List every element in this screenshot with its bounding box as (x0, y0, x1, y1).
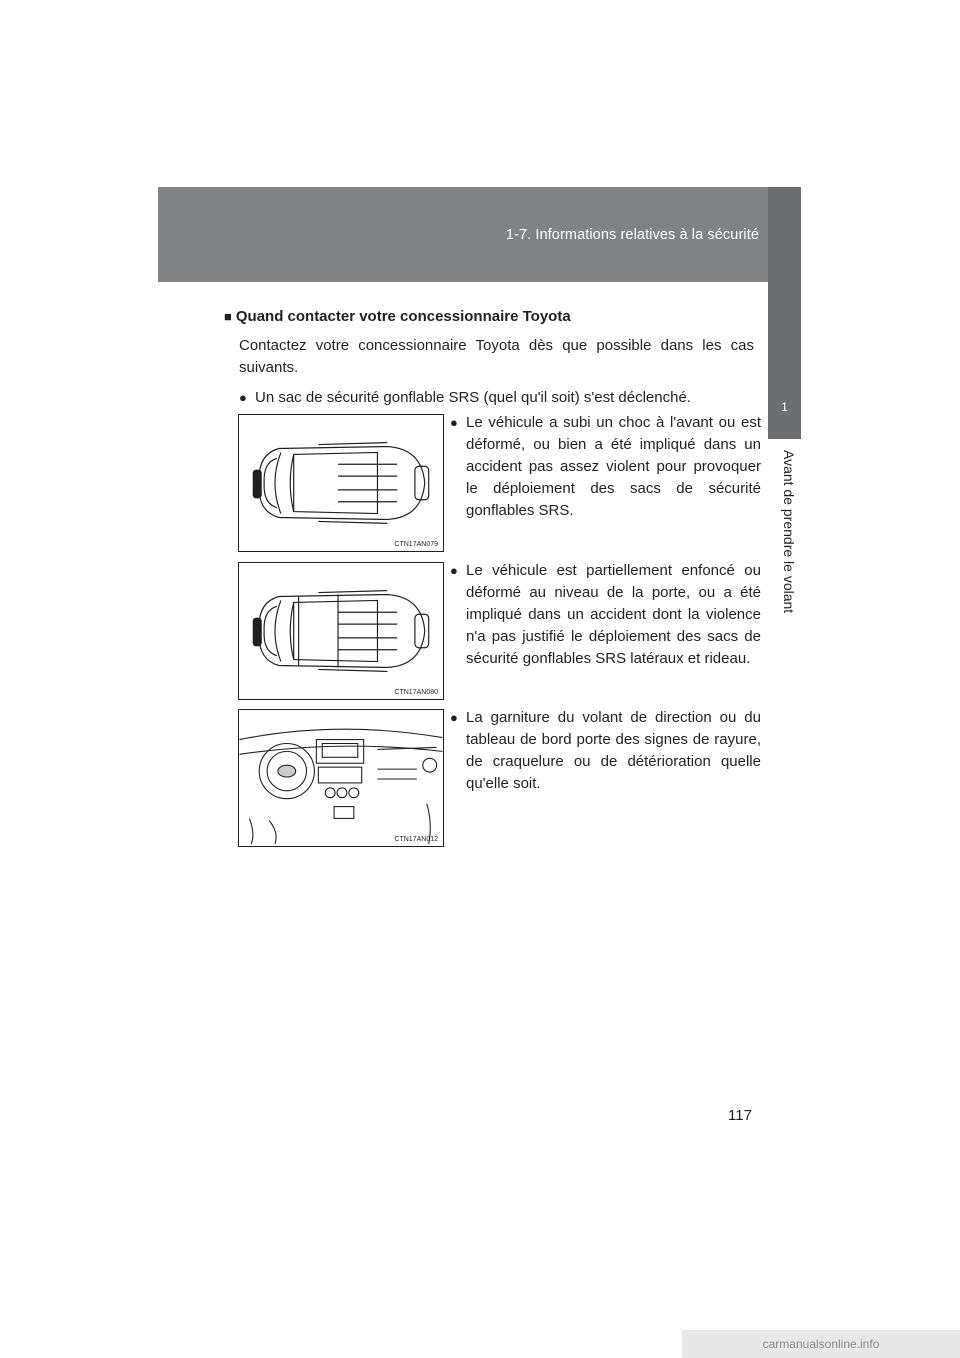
chapter-header-band (158, 187, 801, 282)
bullet-dot-icon: ● (450, 710, 458, 725)
list-item-text: La garniture du volant de direction ou du tableau de bord porte des signes de rayure, de craquelure ou de détérioration quelle qu'elle soit. (466, 709, 761, 792)
chapter-name: Avant de prendre le volant (781, 450, 797, 614)
list-item-text: Le véhicule a subi un choc à l'avant ou est déformé, ou bien a été impliqué dans un accident pas assez violent pour provoquer le déploiement des sacs de sécurité gonflables SRS. (466, 414, 761, 519)
figure-dashboard (238, 709, 444, 847)
list-item (450, 560, 761, 670)
chapter-tab (768, 187, 801, 439)
page-number: 117 (728, 1107, 752, 1124)
list-item-text: Un sac de sécurité gonflable SRS (quel qu'il soit) s'est déclenché. (255, 389, 691, 406)
bullet-dot-icon: ● (450, 415, 458, 430)
square-bullet-icon: ■ (224, 309, 232, 324)
heading-text: Quand contacter votre concessionnaire Toyota (235, 308, 571, 325)
section-title: 1-7. Informations relatives à la sécurité (505, 227, 759, 243)
section-heading (224, 306, 754, 328)
figure-car-top-view-side (238, 562, 444, 700)
list-item (450, 412, 761, 522)
car-top-view-icon (239, 415, 443, 551)
chapter-number: 1 (781, 400, 788, 414)
figure-code: CTN17AN080 (394, 689, 438, 696)
bullet-dot-icon: ● (239, 390, 247, 405)
main-content (224, 306, 754, 409)
figure-car-top-view-front (238, 414, 444, 552)
watermark: carmanualsonline.info (682, 1330, 960, 1358)
figure-code: CTN17AN012 (394, 836, 438, 843)
list-item (239, 387, 754, 409)
list-item (450, 707, 761, 795)
car-top-view-icon (239, 563, 443, 699)
intro-paragraph: Contactez votre concessionnaire Toyota dès que possible dans les cas suivants. (239, 337, 754, 376)
figure-code: CTN17AN079 (394, 541, 438, 548)
bullet-dot-icon: ● (450, 563, 458, 578)
dashboard-icon (239, 710, 443, 846)
list-item-text: Le véhicule est partiellement enfoncé ou déformé au niveau de la porte, ou a été impliqué dans un accident dont la violence n'a pas justifié le déploiement des sacs de sécurité gonflables SRS latéraux et rideau. (466, 562, 761, 667)
